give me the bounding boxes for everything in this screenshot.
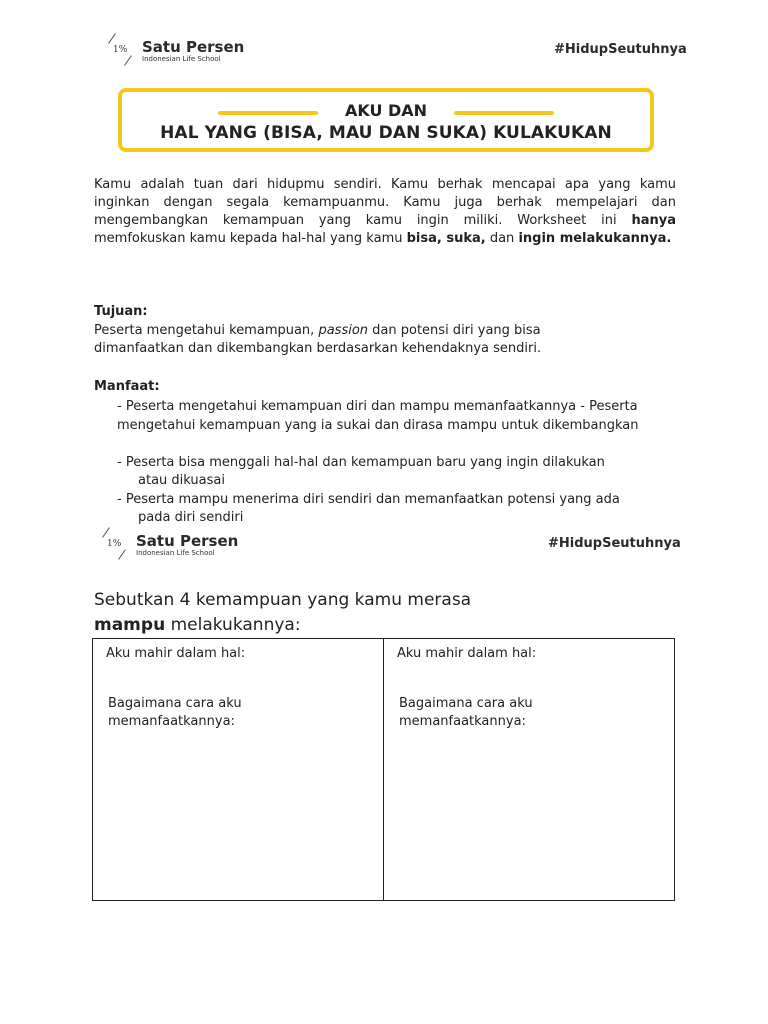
- table-cell[interactable]: [383, 639, 674, 900]
- brand-name: Satu Persen: [142, 37, 245, 56]
- brand-tagline: Indonesian Life School: [142, 54, 221, 63]
- cell-label-skill: Aku mahir dalam hal:: [106, 646, 246, 661]
- skills-table: [92, 638, 675, 901]
- manfaat-item-1: - Peserta mengetahui kemampuan diri dan mampu memanfaatkannya - Peserta mengetahui kemampuan yang ia sukai dan dirasa mampu untuk dikembangkan: [117, 399, 639, 433]
- logo-mark-icon: 1%: [98, 530, 132, 560]
- hashtag-2: #HidupSeutuhnya: [548, 536, 681, 551]
- table-cell[interactable]: [93, 639, 383, 900]
- brand-name: Satu Persen: [136, 531, 239, 550]
- cell-label-use: Bagaimana cara aku memanfaatkannya:: [108, 696, 242, 729]
- title-line-1: AKU DAN: [344, 101, 428, 120]
- satu-persen-logo-2: [98, 530, 238, 560]
- cell-label-use: Bagaimana cara aku memanfaatkannya:: [399, 696, 533, 729]
- question-line-1: Sebutkan 4 kemampuan yang kamu merasa: [94, 590, 472, 610]
- intro-paragraph: Kamu adalah tuan dari hidupmu sendiri. Kamu berhak mencapai apa yang kamu inginkan dengan segala kemampuanmu. Kamu juga berhak mempelajari dan mengembangkan kemampuan yang kamu ingin miliki. Worksheet ini hanya memfokuskan kamu kepada hal-hal yang kamu bisa, suka, dan ingin melakukannya.: [94, 177, 676, 246]
- tujuan-text: Peserta mengetahui kemampuan, passion dan potensi diri yang bisa dimanfaatkan dan dikembangkan berdasarkan kehendaknya sendiri.: [94, 323, 542, 356]
- cell-label-skill: Aku mahir dalam hal:: [397, 646, 537, 661]
- manfaat-heading: Manfaat:: [94, 379, 160, 394]
- logo-mark-icon: 1%: [104, 36, 138, 66]
- manfaat-item-3: - Peserta mampu menerima diri sendiri dan memanfaatkan potensi yang ada: [117, 492, 620, 507]
- tujuan-heading: Tujuan:: [94, 304, 148, 319]
- title-line-2: HAL YANG (BISA, MAU DAN SUKA) KULAKUKAN: [160, 123, 612, 143]
- brand-tagline: Indonesian Life School: [136, 548, 215, 557]
- title-box: [118, 88, 654, 152]
- manfaat-item-2-cont: atau dikuasai: [138, 473, 225, 488]
- manfaat-item-2: - Peserta bisa menggali hal-hal dan kemampuan baru yang ingin dilakukan: [117, 455, 605, 470]
- hashtag: #HidupSeutuhnya: [554, 42, 687, 57]
- manfaat-item-3-cont: pada diri sendiri: [138, 510, 244, 525]
- question-line-2: mampu melakukannya:: [94, 615, 301, 635]
- satu-persen-logo: [104, 36, 244, 66]
